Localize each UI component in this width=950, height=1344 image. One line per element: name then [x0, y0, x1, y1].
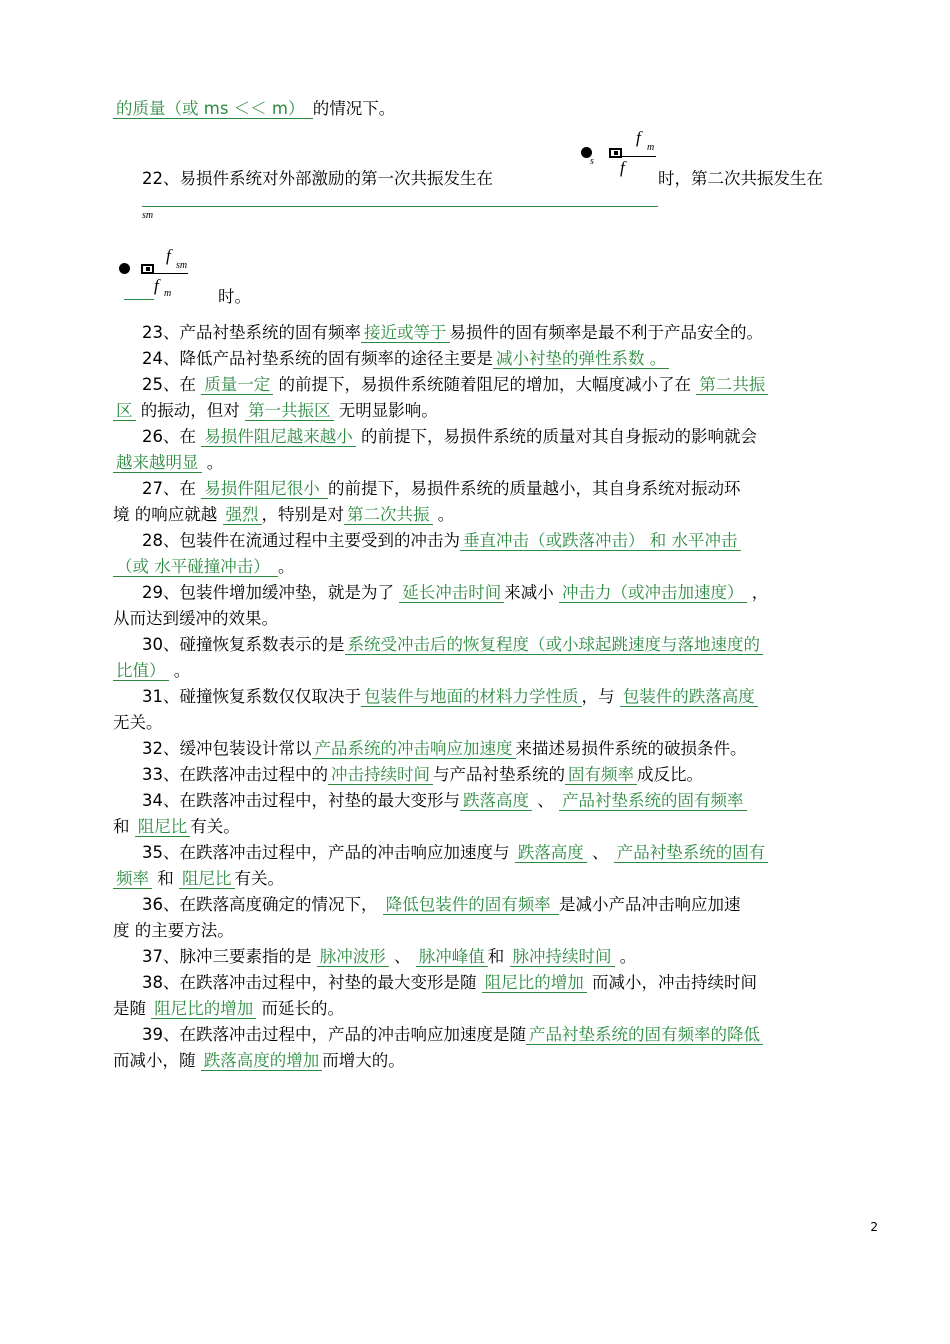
answer-underline: [124, 299, 154, 300]
q24-line: 24、降低产品衬垫系统的固有频率的途径主要是 减小衬垫的弹性系数 。: [142, 346, 863, 372]
q33-line: 33、在跌落冲击过程中的 冲击持续时间 与产品衬垫系统的 固有频率 成反比。: [142, 765, 703, 784]
q22-line: 22、易损件系统对外部激励的第一次共振发生在: [142, 169, 493, 188]
q22-time: 时。: [218, 287, 251, 306]
q25-line-1: 25、在 质量一定 的前提下，易损件系统随着阻尼的增加，大幅度减小了在 第二共振: [142, 372, 863, 398]
q29-line-2: 从而达到缓冲的效果。: [113, 609, 278, 628]
q21-continuation: 的质量（或 ms ＜＜ m） 的情况下。: [113, 96, 863, 122]
q34-line-1: 34、在跌落冲击过程中，衬垫的最大变形与 跌落高度 、 产品衬垫系统的固有频率: [142, 788, 863, 814]
q26-line-1: 26、在 易损件阻尼越来越小 的前提下，易损件系统的质量对其自身振动的影响就会: [142, 427, 757, 446]
q26-line-2: 越来越明显 。: [113, 450, 863, 476]
q34-line-2: 和 阻尼比 有关。: [113, 817, 240, 836]
q36-line-1: 36、在跌落高度确定的情况下， 降低包装件的固有频率 是减小产品冲击响应加速: [142, 895, 741, 914]
q22-line-end: 时，第二次共振发生在: [658, 169, 823, 188]
q30-line-1: 30、碰撞恢复系数表示的是 系统受冲击后的恢复程度（或小球起跳速度与落地速度的: [142, 632, 863, 658]
q28-line-2: （或 水平碰撞冲击） 。: [113, 554, 863, 580]
q39-line-1: 39、在跌落冲击过程中，产品的冲击响应加速度是随 产品衬垫系统的固有频率的降低: [142, 1022, 863, 1048]
q30-line-2: 比值） 。: [113, 658, 863, 684]
q27-line-2: 境 的响应就越 强烈 ，特别是对 第二次共振 。: [113, 505, 455, 524]
q28-line-1: 28、包装件在流通过程中主要受到的冲击为 垂直冲击（或跌落冲击） 和 水平冲击: [142, 528, 863, 554]
answer-underline: [142, 206, 658, 207]
fraction-bar: [146, 273, 188, 274]
q35-line-2: 频率 和 阻尼比 有关。: [113, 866, 863, 892]
q36-line-2: 度 的主要方法。: [113, 921, 234, 940]
q31-line-1: 31、碰撞恢复系数仅仅取决于 包装件与地面的材料力学性质 ，与 包装件的跌落高度: [142, 684, 863, 710]
q39-line-2: 而减小，随 跌落高度的增加 而增大的。: [113, 1051, 405, 1070]
document-page: 的质量（或 ms ＜＜ m） 的情况下。 22、易损件系统对外部激励的第一次共振发生在 时，第二次共振发生在 s f m f sm f sm f m 时。 23、产品衬垫系统的固有频率 接近或等于 易损件的固有频率是最不利于产品安全的。 24、降低产品衬垫系统的固有频率的途径主要是 减小衬垫的弹性系数 。 25、在 质量一定 的前提下，易损件系统随着阻尼的增加，大幅度减小了在 第二共振 区 的振动，但对 第一共振区 无明显影响。 26、在 易损件阻尼越来越小 的前提下，易损件系统的质量对其自身振动的影响就会 越来越明显 。 27、在 易损件阻尼很小 的前提下，易损件系统的质量越小，其自身系统对振动环 境 的响应就越 强烈 ，特别是对 第二次共振 。 28、包装件在流通过程中主要受到的冲击为 垂直冲击（或跌落冲击） 和 水平冲击 （或 水平碰撞冲击） 。 29、包装件增加缓冲垫，就是为了 延长冲击时间 来减小 冲击力（或冲击加速度） ， 从而达到缓冲的效果。 30、碰撞恢复系数表示的是 系统受冲击后的恢复程度（或小球起跳速度与落地速度的 比值） 。 31、碰撞恢复系数仅仅取决于 包装件与地面的材料力学性质 ，与 包装件的跌落高度 无关。 32、缓冲包装设计常以 产品系统的冲击响应加速度 来描述易损件系统的破损条件。 33、在跌落冲击过程中的 冲击持续时间 与产品衬垫系统的 固有频率 成反比。 34、在跌落冲击过程中，衬垫的最大变形与 跌落高度 、 产品衬垫系统的固有频率 和 阻尼比 有关。 35、在跌落冲击过程中，产品的冲击响应加速度与 跌落高度 、 产品衬垫系统的固有 频率 和 阻尼比 有关。 36、在跌落高度确定的情况下， 降低包装件的固有频率 是减小产品冲击响应加速 度 的主要方法。 37、脉冲三要素指的是 脉冲波形 、 脉冲峰值 和 脉冲持续时间 。 38、在跌落冲击过程中，衬垫的最大变形是随 阻尼比的增加 而减小，冲击持续时间 是随 阻尼比的增加 而延长的。 39、在跌落冲击过程中，产品的冲击响应加速度是随 产品衬垫系统的固有频率的降低 而减小，随 跌落高度的增加 而增大的。 2: [0, 0, 950, 1344]
q23-line: 23、产品衬垫系统的固有频率 接近或等于 易损件的固有频率是最不利于产品安全的。: [142, 323, 763, 342]
omega-symbol-icon: [119, 263, 130, 274]
page-number: 2: [870, 1220, 878, 1234]
q37-line: 37、脉冲三要素指的是 脉冲波形 、 脉冲峰值 和 脉冲持续时间 。: [142, 947, 637, 966]
q38-line-1: 38、在跌落冲击过程中，衬垫的最大变形是随 阻尼比的增加 而减小，冲击持续时间: [142, 973, 757, 992]
q29-line-1: 29、包装件增加缓冲垫，就是为了 延长冲击时间 来减小 冲击力（或冲击加速度） ，: [142, 583, 769, 602]
fraction-bar: [614, 156, 656, 157]
q32-line: 32、缓冲包装设计常以 产品系统的冲击响应加速度 来描述易损件系统的破损条件。: [142, 739, 747, 758]
q38-line-2: 是随 阻尼比的增加 而延长的。: [113, 999, 344, 1018]
q27-line-1: 27、在 易损件阻尼很小 的前提下，易损件系统的质量越小，其自身系统对振动环: [142, 479, 741, 498]
q25-line-2: 区 的振动，但对 第一共振区 无明显影响。: [113, 398, 863, 424]
q35-line-1: 35、在跌落冲击过程中，产品的冲击响应加速度与 跌落高度 、 产品衬垫系统的固有: [142, 840, 863, 866]
q31-line-2: 无关。: [113, 713, 163, 732]
